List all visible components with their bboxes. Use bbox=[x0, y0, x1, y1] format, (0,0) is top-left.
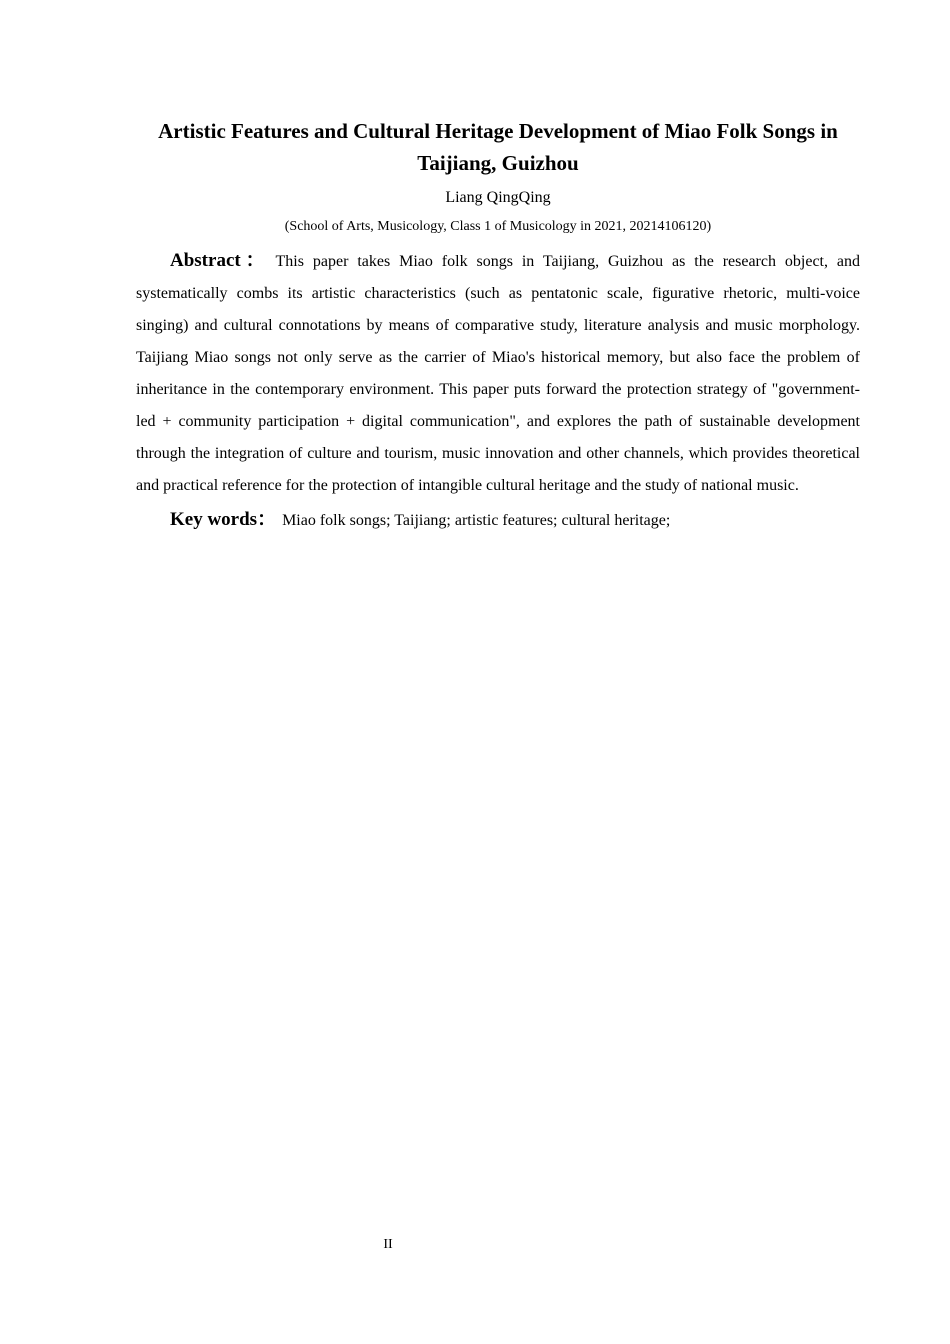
keywords-text: Miao folk songs; Taijiang; artistic features; cultural heritage; bbox=[282, 512, 671, 529]
author-affiliation: (School of Arts, Musicology, Class 1 of Musicology in 2021, 20214106120) bbox=[284, 219, 712, 234]
abstract-text: This paper takes Miao folk songs in Taijiang, Guizhou as the research object, and systematically combs its artistic characteristics (such as pentatonic scale, figurative rhetoric, multi-voice singing) and cultural connotations by means of comparative study, literature analysis and music morphology. Taijiang Miao songs not only serve as the carrier of Miao's historical memory, but also face the problem of inheritance in the contemporary environment. This paper puts forward the protection strategy of "government-led + community participation + digital communication", and explores the path of sustainable development through the integration of culture and tourism, music innovation and other channels, which provides theoretical and practical reference for the protection of intangible cultural heritage and the study of national music. bbox=[136, 253, 861, 494]
abstract-paragraph bbox=[136, 245, 860, 502]
page-number: II bbox=[383, 1237, 393, 1252]
paper-title: Artistic Features and Cultural Heritage Development of Miao Folk Songs in Taijiang, Guizhou bbox=[158, 119, 838, 175]
abstract-label: Abstract： bbox=[170, 250, 270, 271]
keywords-label: Key words： bbox=[170, 509, 277, 530]
page-content bbox=[136, 115, 860, 537]
keywords-paragraph bbox=[136, 504, 860, 537]
author-name: Liang QingQing bbox=[445, 189, 551, 206]
